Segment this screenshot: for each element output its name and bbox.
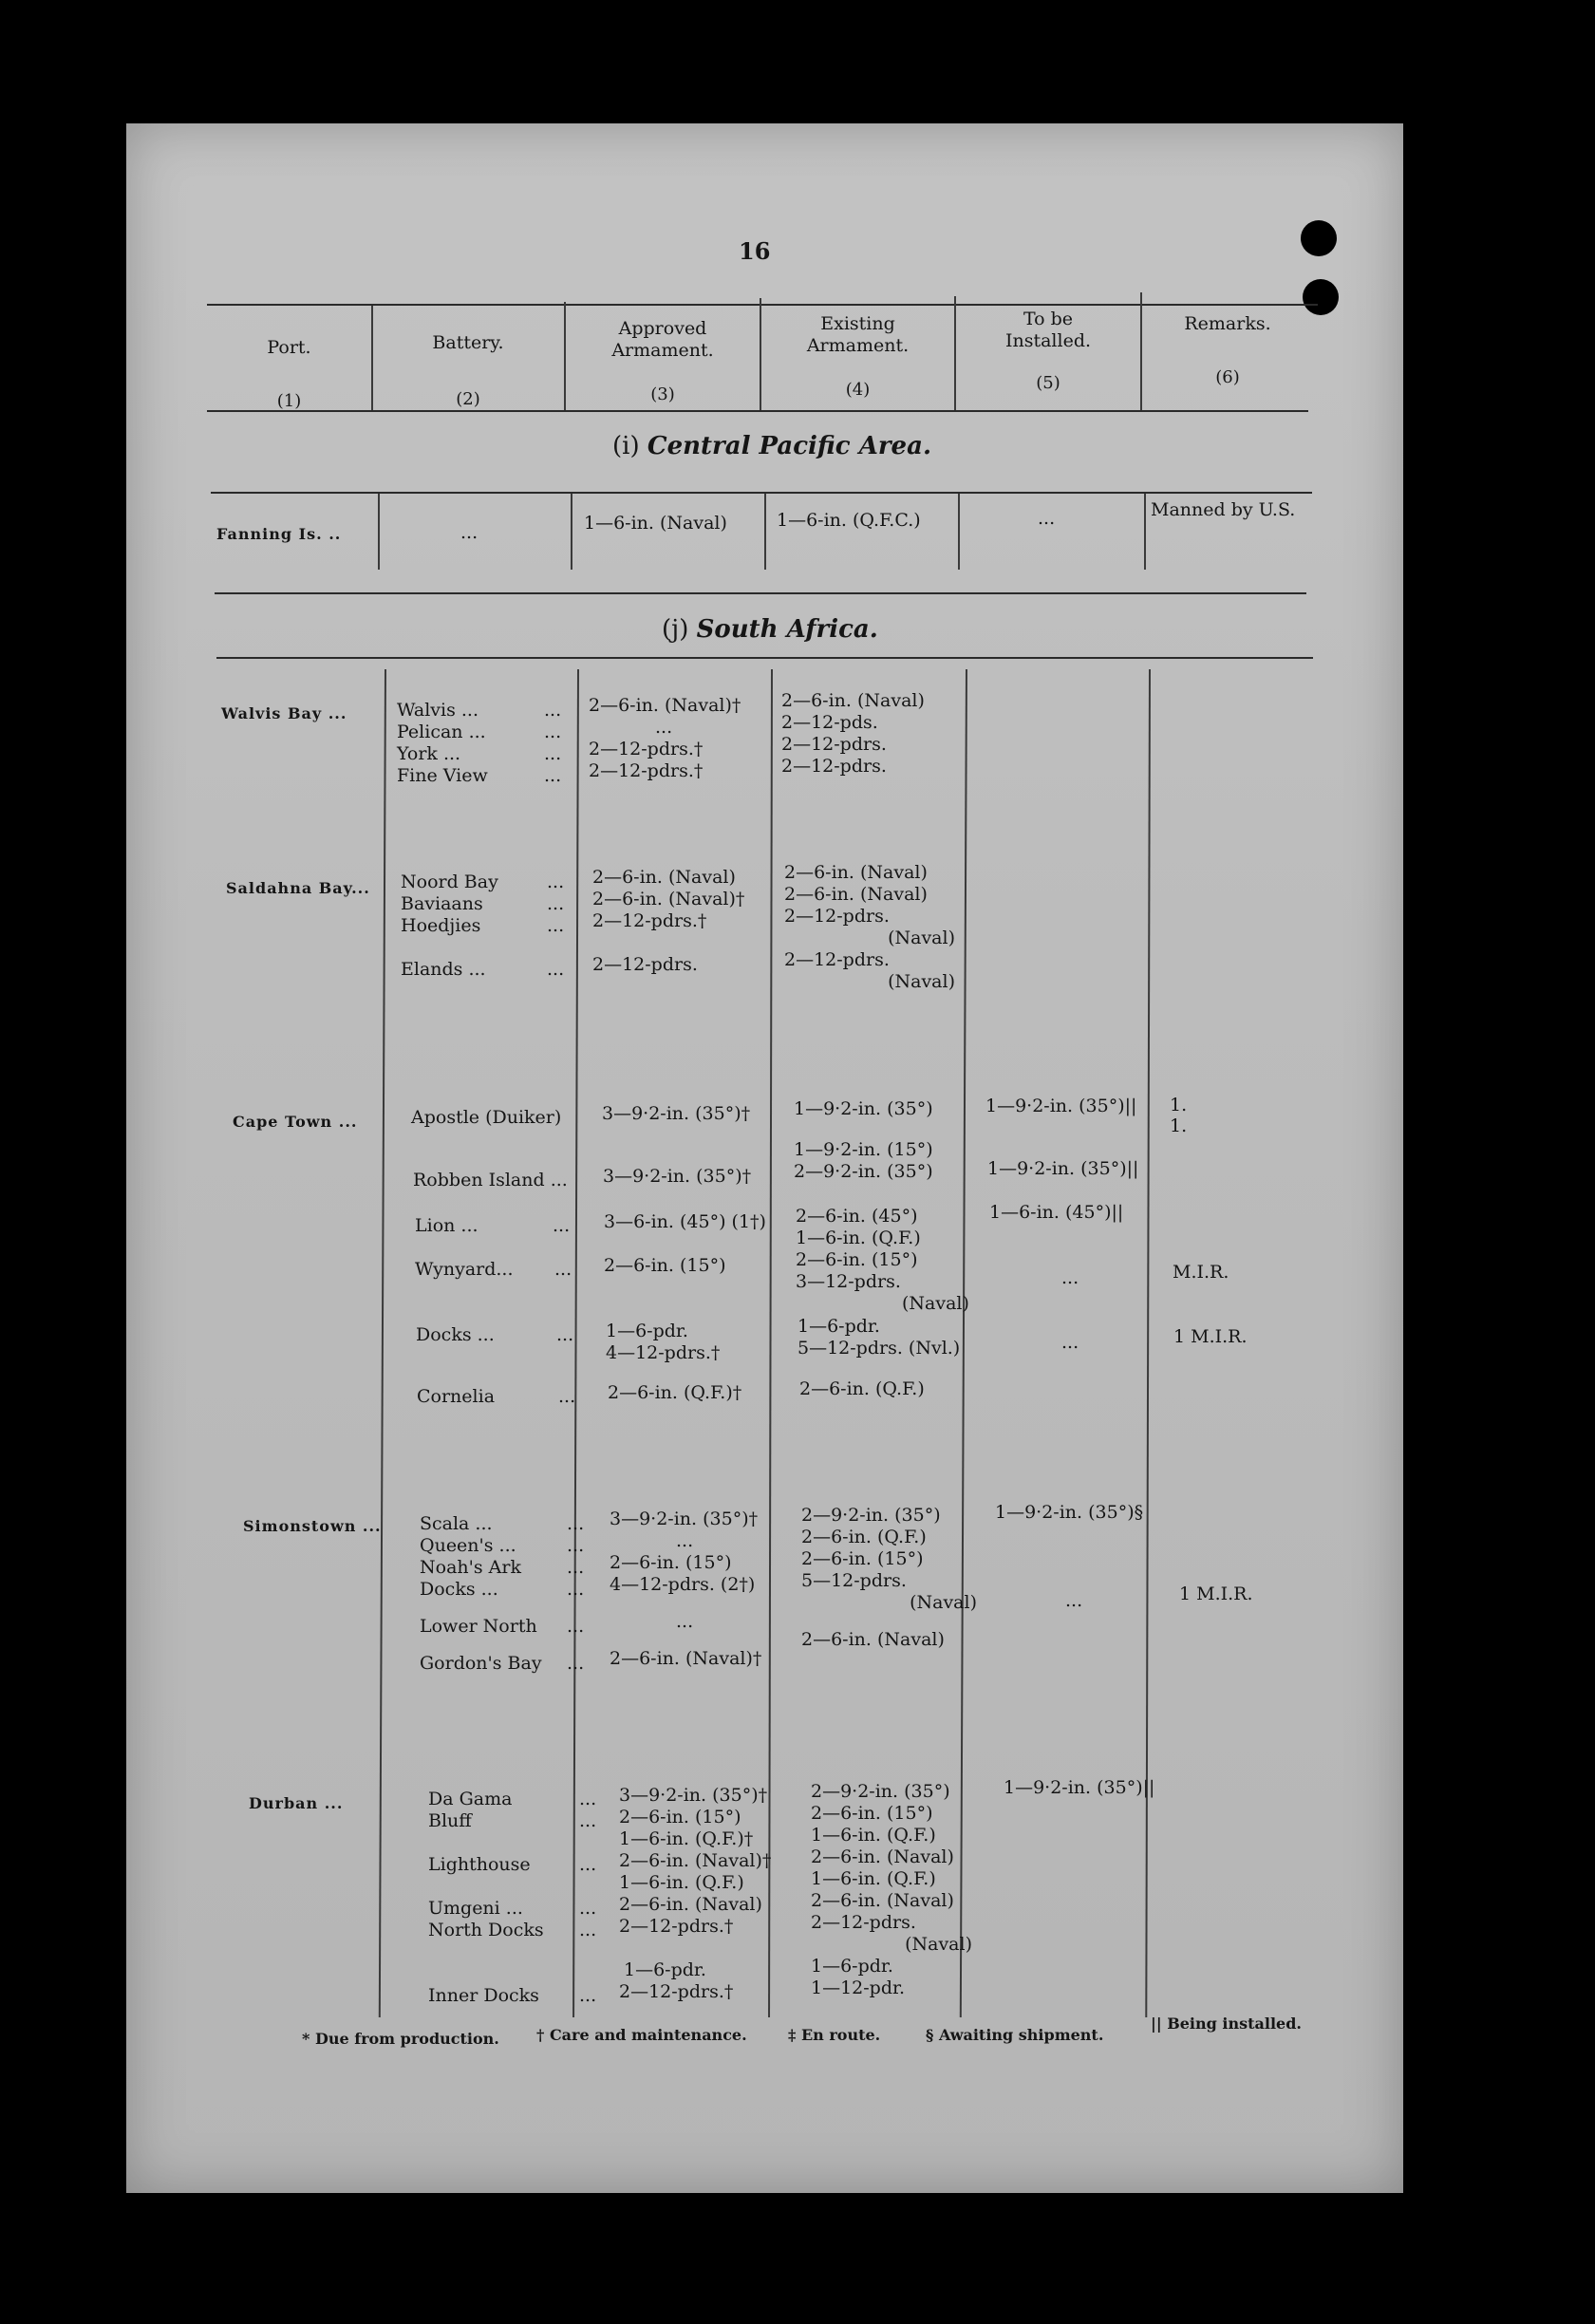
port-durban: Durban ... [249, 1794, 344, 1812]
fanning-existing: 1—6-in. (Q.F.C.) [777, 510, 921, 531]
battery: York ... [397, 743, 461, 764]
port-fanning: Fanning Is. .. [216, 525, 342, 543]
walvis-approved: 2—6-in. (Naval)† ... 2—12-pdrs.† 2—12-pdrs.† [589, 695, 741, 781]
header-port: Port. [267, 337, 311, 358]
capetown-approved: 3—9·2-in. (35°)† [602, 1103, 751, 1124]
walvis-batteries [397, 700, 488, 787]
header-num-6: (6) [1215, 367, 1240, 387]
simonstown-approved: 3—9·2-in. (35°)† ... 2—6-in. (15°) 4—12-pdrs. (2†) ... 2—6-in. (Naval)† [610, 1509, 762, 1669]
battery: Walvis ... [397, 700, 479, 721]
col-sep [958, 494, 960, 570]
fanning-install: ... [1038, 508, 1056, 529]
battery: Robben Island ... [413, 1170, 568, 1190]
col-sep [378, 494, 380, 570]
header-num-1: (1) [276, 391, 302, 411]
battery: Cornelia [417, 1386, 496, 1407]
section-central-pacific: (i) Central Pacific Area. [612, 432, 932, 460]
battery: Docks ... [416, 1324, 495, 1345]
capetown-existing: 1—9·2-in. (35°) [794, 1098, 933, 1119]
saldahna-batteries: Noord Bay Baviaans Hoedjies Elands ... [401, 872, 498, 980]
battery: Apostle (Duiker) [411, 1107, 562, 1128]
header-num-4: (4) [845, 380, 871, 400]
port-simonstown: Simonstown ... [243, 1517, 382, 1535]
header-existing: Existing Armament. [806, 313, 910, 356]
fanning-battery: ... [460, 522, 478, 543]
section-rule [216, 657, 1313, 659]
port-cape-town: Cape Town ... [233, 1113, 358, 1131]
section-rule [215, 592, 1306, 594]
footnote: ‡ En route. [788, 2026, 881, 2044]
port-walvis-bay: Walvis Bay ... [221, 704, 347, 722]
footnote: * Due from production. [302, 2030, 499, 2048]
saldahna-dots: ... ... ... ... [547, 872, 565, 980]
header-approved: Approved Armament. [611, 318, 714, 361]
simonstown-install: 1—9·2-in. (35°)§ [995, 1502, 1144, 1523]
page-number: 16 [739, 237, 771, 265]
punch-hole [1303, 279, 1339, 315]
fanning-approved: 1—6-in. (Naval) [584, 513, 727, 534]
header-col-sep [1140, 292, 1142, 410]
col-sep [571, 494, 572, 570]
header-to-be-installed: To be Installed. [1004, 309, 1092, 351]
durban-dots: ... ... ... ... ... ... [579, 1789, 597, 2006]
footnote: § Awaiting shipment. [926, 2026, 1104, 2044]
header-num-3: (3) [650, 384, 675, 404]
simonstown-batteries: Scala ... Queen's ... Noah's Ark Docks ... Lower North Gordon's Bay [420, 1513, 542, 1674]
header-battery: Battery. [432, 332, 504, 353]
header-num-5: (5) [1036, 373, 1060, 393]
durban-batteries: Da Gama Bluff Lighthouse Umgeni ... North Docks Inner Docks [428, 1789, 544, 2006]
saldahna-approved: 2—6-in. (Naval) 2—6-in. (Naval)† 2—12-pdrs.† 2—12-pdrs. [592, 867, 745, 975]
simonstown-remarks: 1 M.I.R. [1179, 1584, 1253, 1604]
capetown-install: 1—9·2-in. (35°)|| [985, 1096, 1137, 1116]
capetown-remarks: 1. [1170, 1095, 1188, 1115]
col-sep [1144, 494, 1146, 570]
walvis-dots: ... ... ... ... [544, 700, 562, 786]
punch-hole [1301, 220, 1337, 256]
durban-approved: 3—9·2-in. (35°)† 2—6-in. (15°) 1—6-in. (Q.F.)† 2—6-in. (Naval)† 1—6-in. (Q.F.) 2—6-in. (Naval) 2—12-pdrs.† 1—6-pdr. 2—12-pdrs.† [619, 1785, 772, 2002]
section-south-africa: (j) South Africa. [662, 615, 878, 644]
durban-existing: 2—9·2-in. (35°) 2—6-in. (15°) 1—6-in. (Q.F.) 2—6-in. (Naval) 1—6-in. (Q.F.) 2—6-in. (Naval) 2—12-pdrs. (Naval) 1—6-pdr. 1—12-pdr. [811, 1781, 972, 1998]
fanning-remarks: Manned by U.S. [1151, 499, 1296, 520]
battery: Pelican ... [397, 722, 486, 742]
footnote: || Being installed. [1151, 2015, 1302, 2033]
header-top-rule [207, 304, 1318, 306]
saldahna-existing: 2—6-in. (Naval) 2—6-in. (Naval) 2—12-pdrs. (Naval) 2—12-pdrs. (Naval) [784, 862, 955, 992]
section-rule [211, 492, 1312, 494]
battery: Wynyard... [415, 1259, 514, 1280]
port-saldahna-bay: Saldahna Bay... [226, 879, 370, 897]
header-bottom-rule [207, 410, 1308, 412]
battery: Lion ... [415, 1215, 478, 1236]
header-num-2: (2) [456, 389, 480, 409]
walvis-existing: 2—6-in. (Naval) 2—12-pds. 2—12-pdrs. 2—12-pdrs. [781, 690, 925, 777]
footnote: † Care and maintenance. [536, 2026, 747, 2044]
battery: Fine View [397, 765, 488, 786]
header-remarks: Remarks. [1184, 313, 1271, 334]
durban-install: 1—9·2-in. (35°)|| [1004, 1777, 1155, 1798]
simonstown-dots: ... ... ... ... ... ... [567, 1513, 585, 1674]
simonstown-existing: 2—9·2-in. (35°) 2—6-in. (Q.F.) 2—6-in. (15°) 5—12-pdrs. (Naval) 2—6-in. (Naval) [801, 1505, 977, 1650]
col-sep [764, 494, 766, 570]
